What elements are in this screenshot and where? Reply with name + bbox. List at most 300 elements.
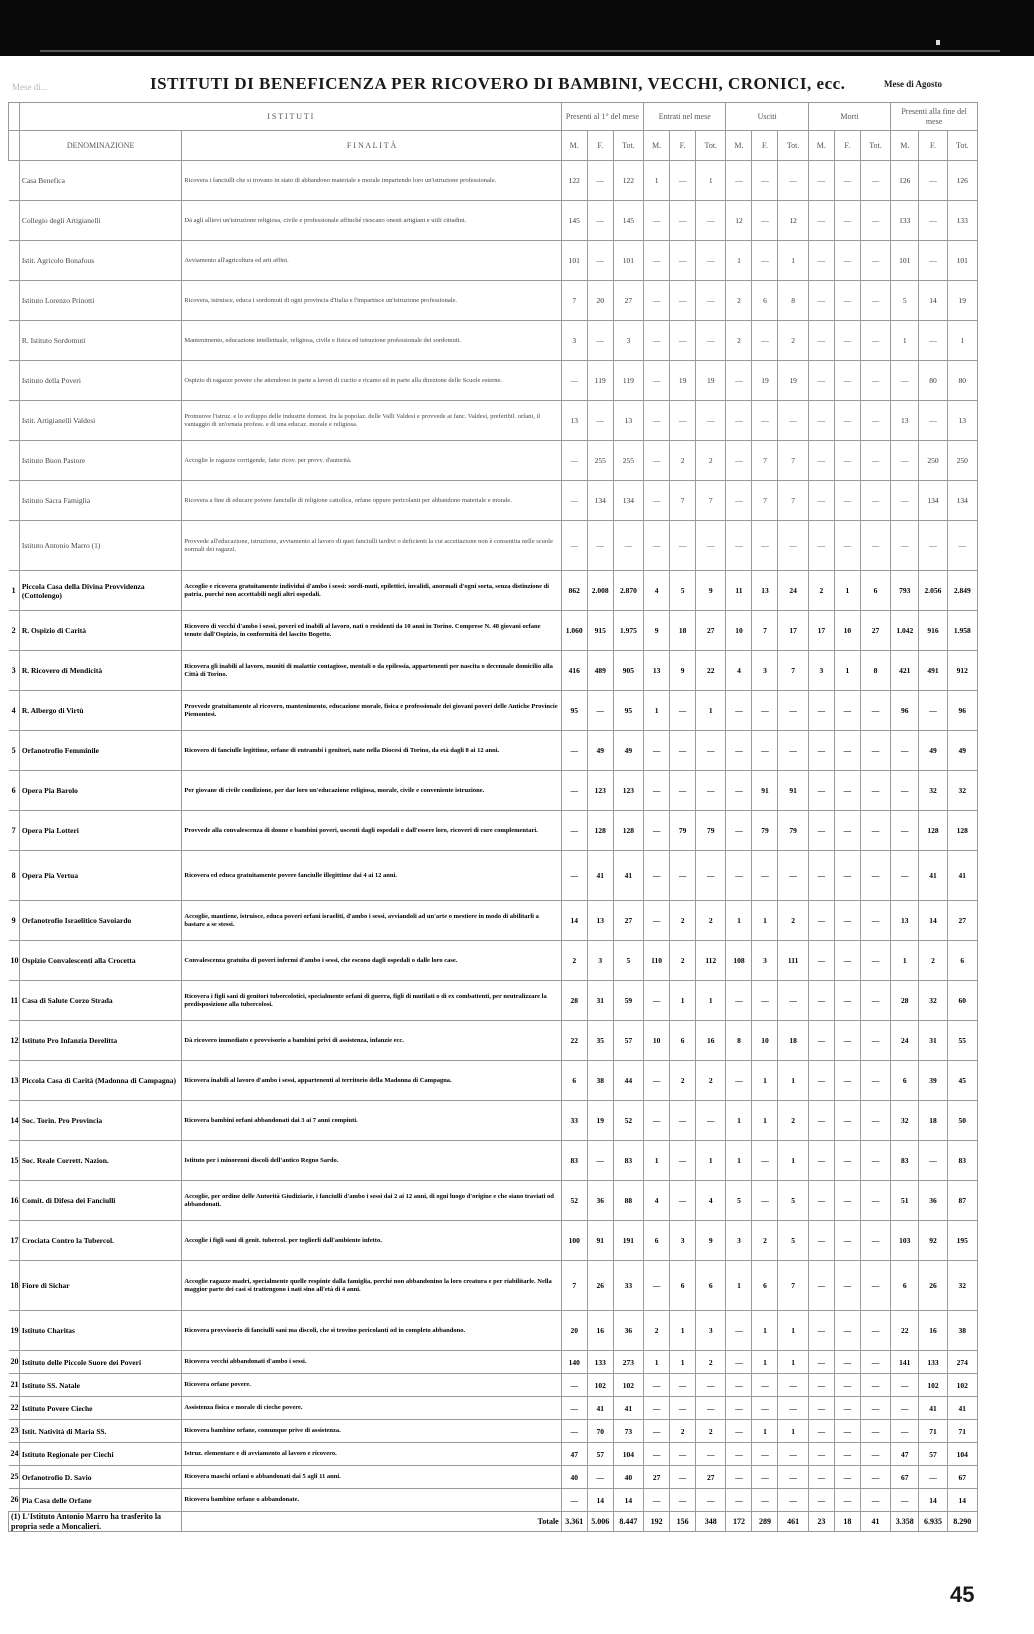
value-cell: —: [919, 161, 947, 201]
value-cell: —: [696, 851, 726, 901]
row-index: 16: [9, 1181, 20, 1221]
value-cell: —: [561, 731, 587, 771]
value-cell: 133: [587, 1351, 613, 1374]
value-cell: 67: [891, 1466, 919, 1489]
row-index: 17: [9, 1221, 20, 1261]
value-cell: —: [919, 1141, 947, 1181]
institute-name: Istit. Artigianelli Valdesi: [19, 401, 182, 441]
value-cell: 140: [561, 1351, 587, 1374]
value-cell: 102: [613, 1374, 643, 1397]
value-cell: 10: [752, 1021, 778, 1061]
page-number: 45: [950, 1582, 975, 1607]
value-cell: 2: [696, 1061, 726, 1101]
value-cell: 57: [919, 1443, 947, 1466]
header-tot: Tot.: [613, 131, 643, 161]
value-cell: —: [752, 201, 778, 241]
value-cell: —: [752, 1443, 778, 1466]
value-cell: 1: [752, 1351, 778, 1374]
row-index: 20: [9, 1351, 20, 1374]
institute-purpose: Ricovera i figli sani di genitori tubercolotici, specialmente orfani di guerra, figli di mutilati o di ex combattenti, per neutralizzare la predisposizione alla tubercolosi.: [182, 981, 561, 1021]
value-cell: —: [778, 731, 808, 771]
value-cell: 13: [752, 571, 778, 611]
value-cell: —: [808, 811, 834, 851]
value-cell: —: [860, 1489, 890, 1512]
value-cell: 11: [726, 571, 752, 611]
table-row: [9, 771, 978, 811]
value-cell: 1: [644, 1351, 670, 1374]
value-cell: —: [752, 1397, 778, 1420]
institute-purpose: Ricovera bambine orfane o abbandonate.: [182, 1489, 561, 1512]
value-cell: —: [808, 691, 834, 731]
value-cell: 1: [726, 1141, 752, 1181]
value-cell: 1: [726, 241, 752, 281]
value-cell: 1: [834, 571, 860, 611]
value-cell: 49: [947, 731, 977, 771]
value-cell: 9: [696, 1221, 726, 1261]
value-cell: 10: [834, 611, 860, 651]
value-cell: 133: [947, 201, 977, 241]
row-index: 3: [9, 651, 20, 691]
value-cell: 1: [778, 241, 808, 281]
table-row: [9, 441, 978, 481]
value-cell: —: [834, 901, 860, 941]
value-cell: 126: [891, 161, 919, 201]
header-f: F.: [587, 131, 613, 161]
table-row: [9, 1141, 978, 1181]
table-row: [9, 981, 978, 1021]
value-cell: —: [644, 241, 670, 281]
value-cell: 3: [752, 651, 778, 691]
header-tot: Tot.: [947, 131, 977, 161]
value-cell: —: [778, 161, 808, 201]
value-cell: —: [808, 321, 834, 361]
value-cell: 31: [919, 1021, 947, 1061]
value-cell: —: [696, 201, 726, 241]
value-cell: —: [808, 1351, 834, 1374]
value-cell: —: [860, 901, 890, 941]
value-cell: —: [561, 521, 587, 571]
value-cell: 27: [644, 1466, 670, 1489]
value-cell: —: [860, 441, 890, 481]
value-cell: 49: [919, 731, 947, 771]
value-cell: —: [726, 1351, 752, 1374]
value-cell: —: [919, 241, 947, 281]
value-cell: 6: [860, 571, 890, 611]
total-cell: 172: [726, 1512, 752, 1532]
value-cell: 122: [613, 161, 643, 201]
value-cell: 32: [947, 771, 977, 811]
value-cell: 22: [561, 1021, 587, 1061]
value-cell: —: [778, 851, 808, 901]
institute-name: Casa di Salute Corzo Strada: [19, 981, 182, 1021]
value-cell: 19: [696, 361, 726, 401]
value-cell: 6: [947, 941, 977, 981]
value-cell: 2: [561, 941, 587, 981]
institute-name: R. Istituto Sordomuti: [19, 321, 182, 361]
total-cell: 8.447: [613, 1512, 643, 1532]
value-cell: 18: [919, 1101, 947, 1141]
value-cell: —: [808, 851, 834, 901]
value-cell: 2: [726, 281, 752, 321]
value-cell: —: [834, 281, 860, 321]
value-cell: 3: [808, 651, 834, 691]
total-cell: 192: [644, 1512, 670, 1532]
value-cell: —: [778, 981, 808, 1021]
value-cell: —: [834, 941, 860, 981]
table-row: [9, 651, 978, 691]
value-cell: —: [808, 731, 834, 771]
value-cell: —: [644, 401, 670, 441]
value-cell: —: [860, 851, 890, 901]
value-cell: —: [726, 361, 752, 401]
value-cell: —: [644, 981, 670, 1021]
value-cell: —: [644, 731, 670, 771]
value-cell: —: [891, 1489, 919, 1512]
value-cell: 10: [726, 611, 752, 651]
value-cell: 80: [947, 361, 977, 401]
value-cell: 2: [670, 1420, 696, 1443]
value-cell: 1.958: [947, 611, 977, 651]
row-index: 11: [9, 981, 20, 1021]
institute-purpose: Ricovero di fanciulle legittime, orfane di entrambi i genitori, nate nella Diocesi di Torino, da età dagli 8 ai 12 anni.: [182, 731, 561, 771]
value-cell: —: [778, 521, 808, 571]
value-cell: —: [726, 811, 752, 851]
value-cell: —: [919, 1466, 947, 1489]
value-cell: 2.849: [947, 571, 977, 611]
value-cell: 6: [752, 1261, 778, 1311]
institute-name: Orfanotrofio D. Savio: [19, 1466, 182, 1489]
value-cell: 2: [778, 1101, 808, 1141]
value-cell: 6: [670, 1261, 696, 1311]
value-cell: —: [919, 521, 947, 571]
row-index: [9, 521, 20, 571]
value-cell: 1: [752, 901, 778, 941]
table-row: [9, 161, 978, 201]
value-cell: —: [670, 1374, 696, 1397]
institute-name: Orfanotrofio Femminile: [19, 731, 182, 771]
value-cell: 1: [644, 1141, 670, 1181]
value-cell: 3: [752, 941, 778, 981]
value-cell: —: [752, 1489, 778, 1512]
value-cell: 7: [778, 1261, 808, 1311]
value-cell: —: [644, 321, 670, 361]
row-index: 5: [9, 731, 20, 771]
value-cell: 8: [778, 281, 808, 321]
value-cell: 83: [613, 1141, 643, 1181]
value-cell: —: [808, 481, 834, 521]
value-cell: 2: [670, 901, 696, 941]
value-cell: 128: [947, 811, 977, 851]
table-row: [9, 361, 978, 401]
institute-purpose: Istituto per i minorenni discoli dell'antico Regno Sardo.: [182, 1141, 561, 1181]
value-cell: 57: [613, 1021, 643, 1061]
value-cell: 3: [587, 941, 613, 981]
value-cell: —: [613, 521, 643, 571]
value-cell: —: [778, 1397, 808, 1420]
value-cell: 10: [644, 1021, 670, 1061]
value-cell: 44: [613, 1061, 643, 1101]
value-cell: —: [891, 481, 919, 521]
header-usciti: Usciti: [726, 103, 808, 131]
value-cell: —: [670, 521, 696, 571]
value-cell: 2: [670, 441, 696, 481]
value-cell: —: [891, 361, 919, 401]
value-cell: 14: [587, 1489, 613, 1512]
row-index: [9, 321, 20, 361]
value-cell: —: [808, 1181, 834, 1221]
institute-name: Istituto SS. Natale: [19, 1374, 182, 1397]
value-cell: 1.042: [891, 611, 919, 651]
value-cell: 96: [891, 691, 919, 731]
table-row: [9, 1466, 978, 1489]
value-cell: 27: [613, 901, 643, 941]
value-cell: —: [919, 691, 947, 731]
table-row: [9, 1061, 978, 1101]
header-f: F.: [752, 131, 778, 161]
value-cell: —: [752, 401, 778, 441]
value-cell: —: [808, 521, 834, 571]
value-cell: —: [891, 851, 919, 901]
value-cell: 57: [587, 1443, 613, 1466]
row-index: 19: [9, 1311, 20, 1351]
value-cell: 110: [644, 941, 670, 981]
total-cell: 6.935: [919, 1512, 947, 1532]
value-cell: 8: [726, 1021, 752, 1061]
value-cell: —: [891, 441, 919, 481]
row-index: 22: [9, 1397, 20, 1420]
value-cell: —: [919, 321, 947, 361]
value-cell: —: [860, 1061, 890, 1101]
value-cell: 79: [670, 811, 696, 851]
value-cell: 2: [919, 941, 947, 981]
value-cell: —: [670, 691, 696, 731]
value-cell: —: [696, 241, 726, 281]
value-cell: 2: [670, 1061, 696, 1101]
value-cell: 47: [561, 1443, 587, 1466]
value-cell: —: [808, 1311, 834, 1351]
institute-purpose: Ricovera ed educa gratuitamente povere fanciulle illegittime dai 4 ai 12 anni.: [182, 851, 561, 901]
value-cell: —: [752, 1181, 778, 1221]
header-morti: Morti: [808, 103, 890, 131]
value-cell: —: [808, 1141, 834, 1181]
institute-purpose: Promuove l'istruz. e lo sviluppo delle industrie domest. fra la popolaz. delle Valli Valdesi e provvede ai fanc. Valdesi, preferibil. orfani, il vantaggio di un'ornata profess. e di una educaz. morale e religiosa.: [182, 401, 561, 441]
institute-name: Istituto Buon Pastore: [19, 441, 182, 481]
value-cell: 87: [947, 1181, 977, 1221]
value-cell: —: [670, 321, 696, 361]
value-cell: —: [696, 1443, 726, 1466]
value-cell: 19: [587, 1101, 613, 1141]
row-index: 4: [9, 691, 20, 731]
value-cell: —: [860, 691, 890, 731]
value-cell: 5: [778, 1181, 808, 1221]
table-header: [9, 103, 978, 161]
value-cell: —: [670, 851, 696, 901]
value-cell: —: [726, 1397, 752, 1420]
value-cell: —: [726, 161, 752, 201]
value-cell: 38: [947, 1311, 977, 1351]
value-cell: 67: [947, 1466, 977, 1489]
table-row: [9, 1489, 978, 1512]
value-cell: —: [561, 361, 587, 401]
value-cell: 5: [726, 1181, 752, 1221]
value-cell: —: [696, 771, 726, 811]
value-cell: —: [726, 1420, 752, 1443]
value-cell: —: [561, 441, 587, 481]
value-cell: 17: [808, 611, 834, 651]
institute-purpose: Mantenimento, educazione intellettuale, religiosa, civile e fisica ed istruzione professionale dei sordomuti.: [182, 321, 561, 361]
value-cell: 1: [752, 1311, 778, 1351]
value-cell: 14: [919, 901, 947, 941]
value-cell: —: [860, 321, 890, 361]
value-cell: —: [834, 401, 860, 441]
header-m: M.: [891, 131, 919, 161]
total-cell: 5.006: [587, 1512, 613, 1532]
value-cell: —: [860, 1021, 890, 1061]
institute-purpose: Ricovera maschi orfani o abbandonati dai 5 agli 11 anni.: [182, 1466, 561, 1489]
value-cell: 101: [613, 241, 643, 281]
value-cell: 128: [919, 811, 947, 851]
value-cell: 2: [696, 1351, 726, 1374]
value-cell: —: [808, 201, 834, 241]
value-cell: 7: [752, 611, 778, 651]
institute-purpose: Dà ricovero immediato e provvisorio a bambini privi di assistenza, infanzie ecc.: [182, 1021, 561, 1061]
value-cell: 1: [670, 1311, 696, 1351]
value-cell: —: [752, 321, 778, 361]
value-cell: 88: [613, 1181, 643, 1221]
value-cell: —: [670, 1466, 696, 1489]
value-cell: 33: [561, 1101, 587, 1141]
institute-purpose: Istruz. elementare e di avviamento al lavoro e ricovero.: [182, 1443, 561, 1466]
value-cell: 2: [752, 1221, 778, 1261]
row-index: [9, 441, 20, 481]
value-cell: —: [808, 771, 834, 811]
value-cell: 50: [947, 1101, 977, 1141]
value-cell: 2: [778, 901, 808, 941]
row-index: 18: [9, 1261, 20, 1311]
value-cell: 7: [752, 441, 778, 481]
institute-name: Fiore di Sichar: [19, 1261, 182, 1311]
institute-purpose: Accoglie ragazze madri, specialmente quelle respinte dalla famiglia, perché non abbandonino la loro creatura e per riabilitarle. Nella maggior parte dei casi si trattengono i nati sino all'età di 4 anni.: [182, 1261, 561, 1311]
value-cell: —: [808, 1261, 834, 1311]
value-cell: —: [696, 731, 726, 771]
value-cell: —: [726, 851, 752, 901]
value-cell: —: [726, 1466, 752, 1489]
value-cell: —: [947, 521, 977, 571]
value-cell: 8: [860, 651, 890, 691]
value-cell: —: [834, 691, 860, 731]
value-cell: —: [891, 771, 919, 811]
value-cell: —: [834, 481, 860, 521]
header-f: F.: [919, 131, 947, 161]
table-row: [9, 1443, 978, 1466]
table-row: [9, 811, 978, 851]
value-cell: 27: [696, 1466, 726, 1489]
value-cell: 9: [670, 651, 696, 691]
value-cell: —: [752, 981, 778, 1021]
value-cell: —: [752, 161, 778, 201]
value-cell: 60: [947, 981, 977, 1021]
value-cell: 13: [613, 401, 643, 441]
value-cell: 32: [919, 771, 947, 811]
table-row: [9, 1311, 978, 1351]
value-cell: 5: [613, 941, 643, 981]
value-cell: 134: [919, 481, 947, 521]
value-cell: 274: [947, 1351, 977, 1374]
value-cell: 20: [561, 1311, 587, 1351]
value-cell: 128: [613, 811, 643, 851]
value-cell: —: [696, 1374, 726, 1397]
institute-name: Istituto Sacra Famiglia: [19, 481, 182, 521]
value-cell: —: [778, 1443, 808, 1466]
value-cell: —: [808, 161, 834, 201]
value-cell: —: [834, 1221, 860, 1261]
value-cell: 1: [891, 941, 919, 981]
value-cell: 273: [613, 1351, 643, 1374]
header-f: F.: [670, 131, 696, 161]
row-index: 21: [9, 1374, 20, 1397]
value-cell: —: [860, 1311, 890, 1351]
value-cell: 24: [778, 571, 808, 611]
value-cell: 20: [587, 281, 613, 321]
value-cell: 134: [947, 481, 977, 521]
header-presenti-fine: Presenti alla fine del mese: [891, 103, 978, 131]
value-cell: 1: [891, 321, 919, 361]
value-cell: 101: [891, 241, 919, 281]
value-cell: —: [808, 1021, 834, 1061]
value-cell: 2: [808, 571, 834, 611]
row-index: 9: [9, 901, 20, 941]
scan-mark: [936, 40, 940, 45]
value-cell: 45: [947, 1061, 977, 1101]
institute-name: Piccola Casa della Divina Provvidenza (Cottolengo): [19, 571, 182, 611]
value-cell: —: [860, 1221, 890, 1261]
row-index: [9, 401, 20, 441]
value-cell: —: [919, 201, 947, 241]
footnote: (1) L'Istituto Antonio Marro ha trasferito la propria sede a Moncalieri.: [9, 1512, 182, 1532]
value-cell: 1: [726, 1261, 752, 1311]
value-cell: 92: [919, 1221, 947, 1261]
value-cell: 41: [919, 1397, 947, 1420]
value-cell: 27: [947, 901, 977, 941]
value-cell: —: [808, 1397, 834, 1420]
value-cell: 1: [726, 1101, 752, 1141]
value-cell: —: [808, 1489, 834, 1512]
value-cell: —: [860, 1397, 890, 1420]
value-cell: 41: [613, 1397, 643, 1420]
value-cell: 6: [891, 1061, 919, 1101]
value-cell: —: [834, 441, 860, 481]
table-row: [9, 571, 978, 611]
value-cell: 134: [587, 481, 613, 521]
row-index: 15: [9, 1141, 20, 1181]
value-cell: 1: [752, 1420, 778, 1443]
value-cell: —: [670, 1489, 696, 1512]
value-cell: 1: [752, 1101, 778, 1141]
value-cell: 6: [696, 1261, 726, 1311]
institute-purpose: Ricovero di vecchi d'ambo i sessi, poveri ed inabili al lavoro, nati o residenti da 10 anni in Torino. Comprese N. 48 giovani orfane tenute dall'Ospizio, in conformità del lascito Bogetto.: [182, 611, 561, 651]
value-cell: —: [644, 1397, 670, 1420]
row-index: [9, 481, 20, 521]
value-cell: 145: [613, 201, 643, 241]
row-index: 10: [9, 941, 20, 981]
value-cell: 1: [644, 161, 670, 201]
value-cell: 59: [613, 981, 643, 1021]
value-cell: —: [860, 731, 890, 771]
value-cell: —: [778, 1374, 808, 1397]
value-cell: —: [670, 1141, 696, 1181]
value-cell: —: [644, 811, 670, 851]
value-cell: —: [808, 981, 834, 1021]
